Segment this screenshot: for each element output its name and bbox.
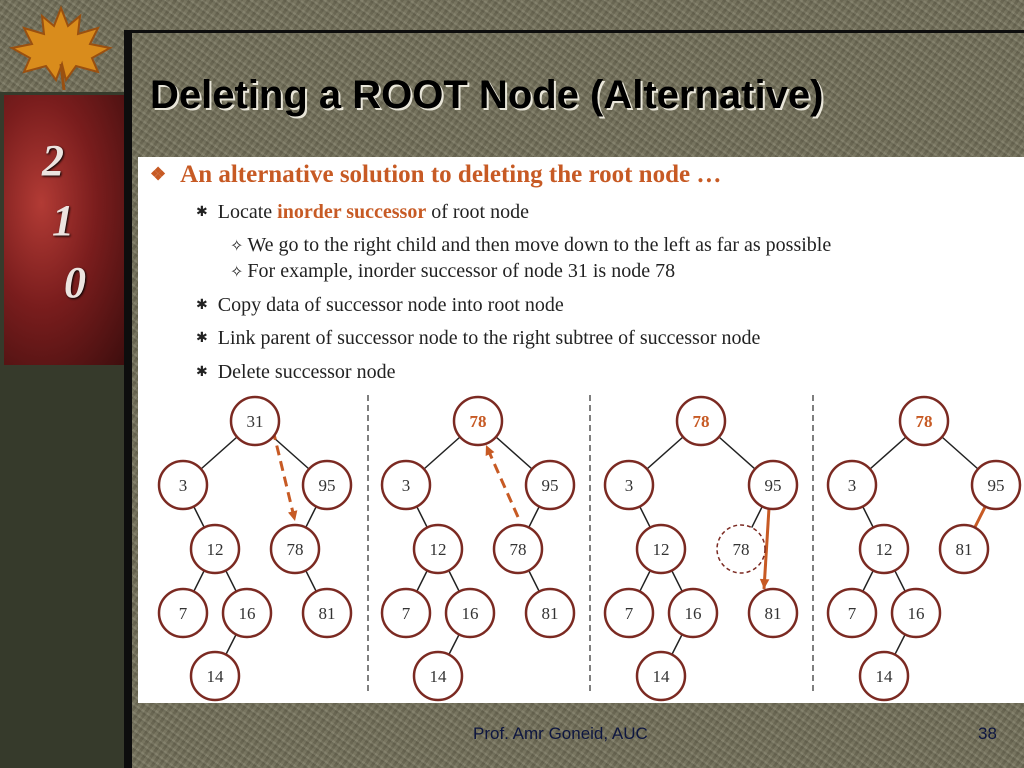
tree-node-label: 12 xyxy=(429,540,447,559)
slide-content xyxy=(138,157,1024,703)
tree-node-label: 12 xyxy=(652,540,670,559)
tree-node-label: 16 xyxy=(907,604,925,623)
slide-title: Deleting a ROOT Node (Alternative) xyxy=(150,73,824,117)
tree-node-label: 95 xyxy=(318,476,336,495)
highlight-text: inorder successor xyxy=(277,201,427,223)
bst-diagrams xyxy=(138,393,1024,703)
sub-bullet-1 xyxy=(230,234,831,257)
tree-node-label: 95 xyxy=(764,476,782,495)
tree-node-label: 14 xyxy=(206,667,224,686)
bullet-link xyxy=(196,327,760,350)
tree-node-label: 81 xyxy=(764,604,782,623)
tree-node-label: 7 xyxy=(624,604,634,623)
tree-node-label: 31 xyxy=(246,412,264,431)
bullet-text: Copy data of successor node into root node xyxy=(217,294,564,316)
tree-node-label: 78 xyxy=(286,540,304,559)
bullet-text: For example, inorder successor of node 31 is node 78 xyxy=(247,260,676,282)
tree-node-label: 16 xyxy=(684,604,702,623)
arrow-line xyxy=(273,430,295,521)
tree-node-label: 12 xyxy=(875,540,893,559)
tree-node-label: 16 xyxy=(238,604,256,623)
tree-node-label: 81 xyxy=(541,604,559,623)
diamond-outline-icon: ✧ xyxy=(230,264,244,281)
sub-bullet-2 xyxy=(230,260,675,283)
page-number: 38 xyxy=(978,724,997,743)
side-digit: 0 xyxy=(64,258,86,307)
tree-node-label: 3 xyxy=(847,476,857,495)
bullet-copy xyxy=(196,294,564,317)
side-image xyxy=(4,95,128,365)
tree-node-label: 12 xyxy=(206,540,224,559)
bullet-text: Locate xyxy=(217,201,278,223)
tree-node-label: 7 xyxy=(401,604,411,623)
main-bullet xyxy=(150,161,721,189)
bullet-text: Link parent of successor node to the right subtree of successor node xyxy=(217,327,761,349)
star-bullet-icon: ✱ xyxy=(196,331,208,346)
arrow-line xyxy=(486,445,518,517)
divider-bar xyxy=(124,30,132,768)
tree-node-label: 95 xyxy=(987,476,1005,495)
star-bullet-icon: ✱ xyxy=(196,365,208,380)
arrow-head-icon xyxy=(760,579,770,589)
tree-node-label: 3 xyxy=(401,476,411,495)
tree-node-label: 7 xyxy=(178,604,188,623)
side-digit: 2 xyxy=(42,136,64,185)
tree-node-label: 95 xyxy=(541,476,559,495)
tree-node-label: 14 xyxy=(429,667,447,686)
top-rule xyxy=(128,30,1024,33)
tree-node-label: 78 xyxy=(915,412,933,431)
tree-node-label: 16 xyxy=(461,604,479,623)
main-bullet-text: An alternative solution to deleting the root node … xyxy=(180,161,722,188)
tree-node-label: 14 xyxy=(875,667,893,686)
bullet-locate xyxy=(196,201,529,224)
tree-node-label: 81 xyxy=(955,540,973,559)
tree-node-label: 3 xyxy=(178,476,188,495)
star-bullet-icon: ✱ xyxy=(196,298,208,313)
maple-leaf-icon xyxy=(6,2,116,92)
tree-node-label: 78 xyxy=(509,540,527,559)
side-digit: 1 xyxy=(52,196,74,245)
tree-node-label: 14 xyxy=(652,667,670,686)
diamond-bullet-icon: ❖ xyxy=(150,164,167,184)
bullet-text: Delete successor node xyxy=(217,361,396,383)
tree-node-label: 3 xyxy=(624,476,634,495)
bullet-delete xyxy=(196,361,395,384)
arrow-head-icon xyxy=(288,510,297,521)
bullet-text: of root node xyxy=(426,201,529,223)
bullet-text: We go to the right child and then move down to the left as far as possible xyxy=(247,234,832,256)
tree-node-label: 7 xyxy=(847,604,857,623)
tree-node-label: 78 xyxy=(732,540,750,559)
tree-node-label: 78 xyxy=(692,412,710,431)
diamond-outline-icon: ✧ xyxy=(230,238,244,255)
tree-node-label: 78 xyxy=(469,412,487,431)
tree-node-label: 81 xyxy=(318,604,336,623)
star-bullet-icon: ✱ xyxy=(196,205,208,220)
footer-author: Prof. Amr Goneid, AUC xyxy=(473,724,648,743)
